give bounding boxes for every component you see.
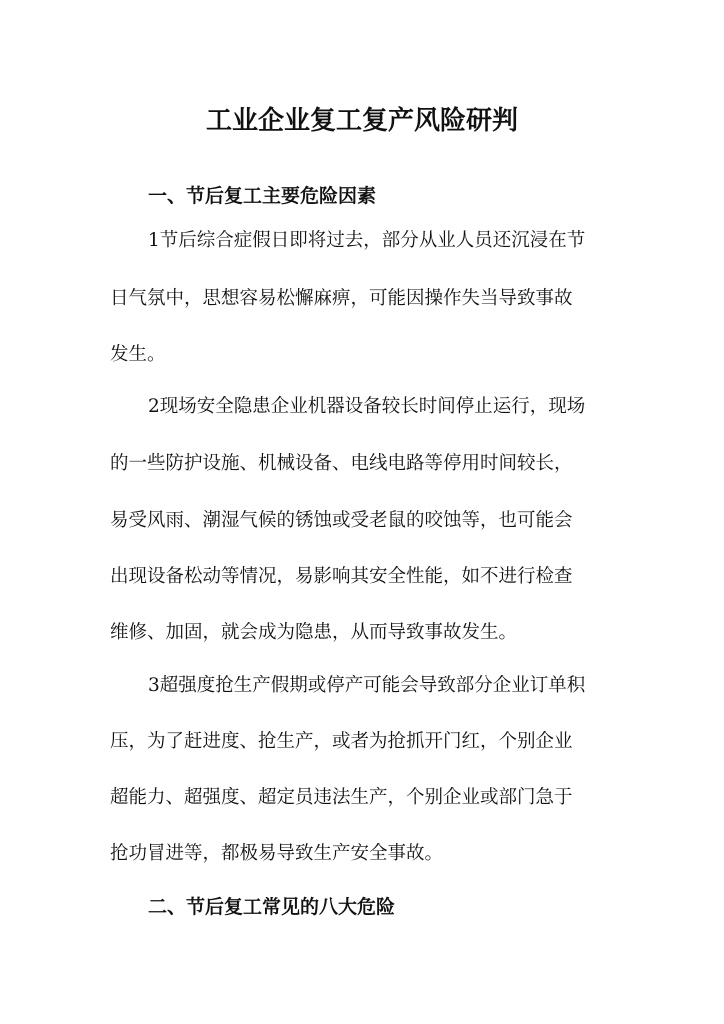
paragraph-line: 2现场安全隐患企业机器设备较长时间停止运行，现场 (148, 396, 586, 417)
paragraph-line: 抢功冒进等，都极易导致生产安全事故。 (110, 843, 444, 864)
document-title: 工业企业复工复产风险研判 (205, 106, 518, 136)
paragraph-line: 易受风雨、潮湿气候的锈蚀或受老鼠的咬蚀等，也可能会 (110, 510, 573, 531)
section-2-heading: 二、节后复工常见的八大危险 (148, 896, 396, 918)
section-1-heading: 一、节后复工主要危险因素 (148, 185, 377, 207)
paragraph-line: 的一些防护设施、机械设备、电线电路等停用时间较长， (110, 453, 573, 474)
paragraph-line: 超能力、超强度、超定员违法生产，个别企业或部门急于 (110, 787, 573, 808)
paragraph-line: 发生。 (110, 344, 166, 365)
paragraph-line: 1节后综合症假日即将过去，部分从业人员还沉浸在节 (148, 230, 586, 251)
paragraph-line: 3超强度抢生产假期或停产可能会导致部分企业订单积 (148, 675, 586, 696)
paragraph-line: 压，为了赶进度、抢生产，或者为抢抓开门红，个别企业 (110, 731, 573, 752)
paragraph-line: 维修、加固，就会成为隐患，从而导致事故发生。 (110, 622, 518, 643)
paragraph-line: 日气氛中，思想容易松懈麻痹，可能因操作失当导致事故 (110, 288, 573, 309)
paragraph-line: 出现设备松动等情况，易影响其安全性能，如不进行检查 (110, 566, 573, 587)
